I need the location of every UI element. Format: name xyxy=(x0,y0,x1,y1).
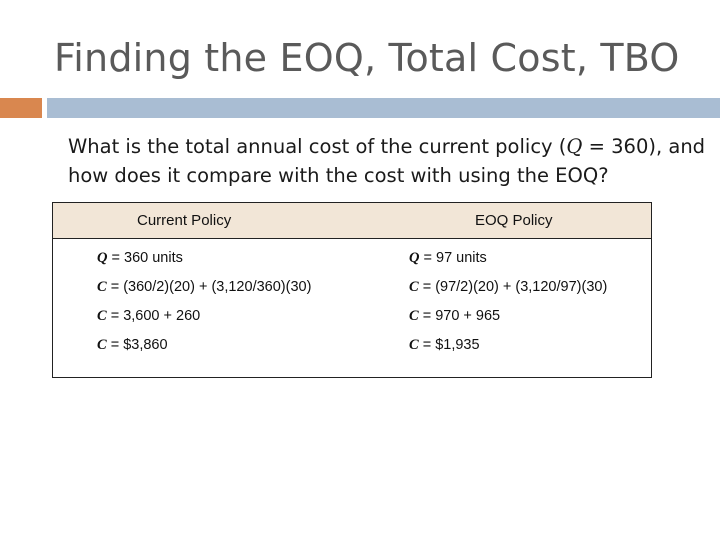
question-text xyxy=(68,132,708,190)
cell-variable: C xyxy=(97,337,107,353)
table-cell-eoq xyxy=(409,279,607,296)
cell-variable: C xyxy=(97,279,107,295)
cell-variable: Q xyxy=(97,250,108,266)
table-cell-eoq xyxy=(409,250,487,267)
question-variable: Q xyxy=(566,135,583,158)
table-header-row xyxy=(53,203,651,239)
cell-value: = 3,600 + 260 xyxy=(106,308,201,324)
header-eoq-policy: EOQ Policy xyxy=(475,212,553,229)
cell-variable: C xyxy=(97,308,107,324)
cell-value: = $1,935 xyxy=(418,337,480,353)
cell-value: = $3,860 xyxy=(106,337,168,353)
slide-title: Finding the EOQ, Total Cost, TBO xyxy=(54,36,680,80)
cell-variable: C xyxy=(409,337,419,353)
cell-value: = 97 units xyxy=(419,250,487,266)
cell-value: = 360 units xyxy=(107,250,183,266)
table-cell-eoq xyxy=(409,308,500,325)
cell-variable: C xyxy=(409,308,419,324)
question-part-1: What is the total annual cost of the current policy ( xyxy=(68,135,567,158)
header-current-policy: Current Policy xyxy=(137,212,232,229)
question-part-2: = 360), and how does it compare with the cost with using the EOQ? xyxy=(68,135,706,187)
table-cell-current xyxy=(97,279,311,296)
cell-variable: C xyxy=(409,279,419,295)
table-cell-current xyxy=(97,308,200,325)
cell-value: = (97/2)(20) + (3,120/97)(30) xyxy=(418,279,608,295)
table-cell-eoq xyxy=(409,337,480,354)
cell-variable: Q xyxy=(409,250,420,266)
cell-value: = 970 + 965 xyxy=(418,308,501,324)
title-accent-bar-blue xyxy=(47,98,720,118)
table-cell-current xyxy=(97,250,183,267)
cell-value: = (360/2)(20) + (3,120/360)(30) xyxy=(106,279,312,295)
title-accent-bar-orange xyxy=(0,98,42,118)
table-cell-current xyxy=(97,337,168,354)
cost-comparison-table xyxy=(52,202,652,378)
